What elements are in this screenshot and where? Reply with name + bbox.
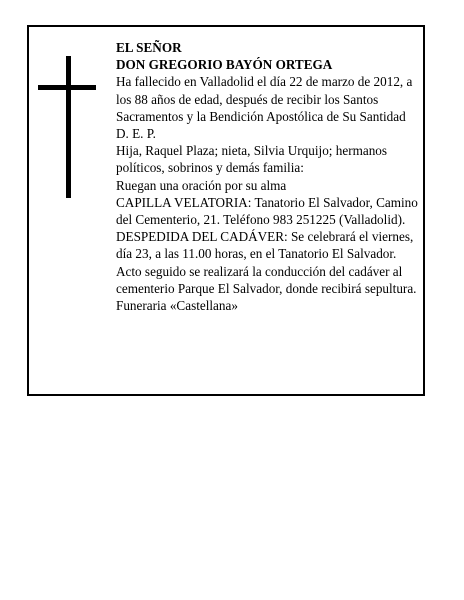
deceased-title: EL SEÑOR (116, 40, 182, 55)
obituary-text (116, 39, 422, 314)
prayer-request: Ruegan una oración por su alma (116, 177, 287, 193)
farewell-info: DESPEDIDA DEL CADÁVER: Se celebrará el viernes, día 23, a las 11.00 horas, en el Tanatorio El Salvador. Acto seguido se realizará la conducción del cadáver al cementerio Parque El Salvador, donde recibirá sepultura. (116, 229, 417, 296)
funeral-home: Funeraria «Castellana» (116, 298, 238, 314)
cross-vertical-bar (66, 56, 71, 198)
family-list: Hija, Raquel Plaza; nieta, Silvia Urquijo; hermanos políticos, sobrinos y demás familia: (116, 143, 388, 176)
deceased-name: DON GREGORIO BAYÓN ORTEGA (116, 57, 333, 73)
death-announcement: Ha fallecido en Valladolid el día 22 de marzo de 2012, a los 88 años de edad, después de recibir los Santos Sacramentos y la Bendición Apostólica de Su Santidad (116, 74, 413, 124)
rip-abbreviation: D. E. P. (116, 126, 156, 142)
obituary-notice (27, 25, 425, 396)
chapel-info: CAPILLA VELATORIA: Tanatorio El Salvador, Camino del Cementerio, 21. Teléfono 983 251225 (Valladolid). (116, 194, 418, 228)
cross-horizontal-bar (38, 85, 96, 90)
